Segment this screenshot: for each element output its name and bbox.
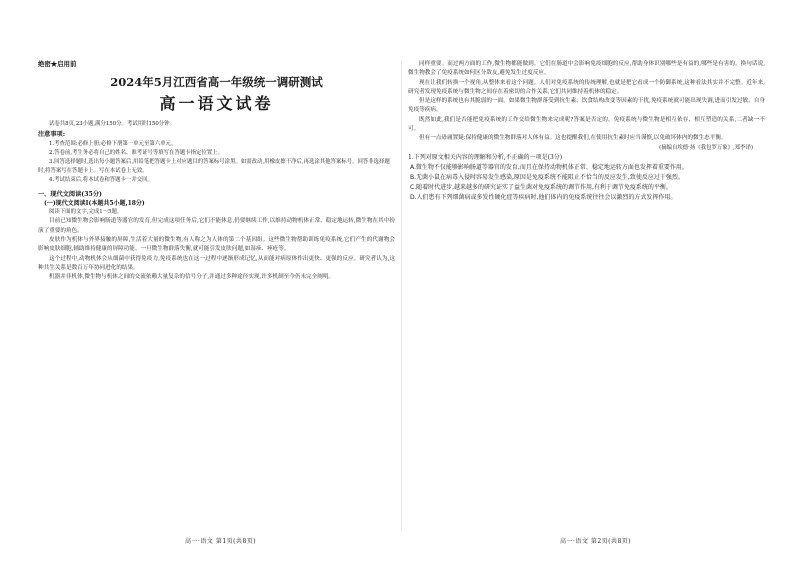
secret-label: 绝密★启用前 <box>38 60 77 68</box>
subject-title: 高一语文试卷 <box>159 94 274 114</box>
note-item: 2.答卷前,考生务必将自己的姓名、准考证号等填写在答题卡指定位置上。 <box>49 149 223 156</box>
passage-paragraph: 目前已知微生物会影响肠道等器官的发育,但完成这项任务后,它们不能休息,仍要继续工作,以维持动物机体正常、稳定地运转,微生物在其中扮演了重要的角色。 <box>38 218 395 234</box>
reading-instruction: 阅读下面的文字,完成1～5题。 <box>49 209 123 216</box>
passage-paragraph: 既然如此,我们是否能把免疫系统的工作交给微生物来完成呢?答案是否定的。免疫系统与微生物是相互依存、相互塑造的关系,二者缺一不可。 <box>408 116 765 133</box>
question-option: C.随着时代进步,越来越多的研究证实了益生菌对免疫系统的调节作用,有利于调节免疫系统的平衡。 <box>410 183 672 191</box>
passage-source: (摘编自埃德·扬《我包罗万象》,郑李译) <box>659 144 753 151</box>
page-footer: 高一·语文 第2页(共8页) <box>560 538 632 545</box>
question-option: D.人们患有下列细菌病或多发性硬化症等疾病时,他们体内的免疫系统往往会以激烈的方式发挥作用。 <box>410 193 677 201</box>
left-page <box>38 60 395 530</box>
page-footer: 高一·语文 第1页(共8页) <box>185 538 257 545</box>
exam-title: 2024年5月江西省高一年级统一调研测试 <box>110 75 323 90</box>
subsection-heading: (一)现代文阅读Ⅰ(本题共5小题,18分) <box>44 199 145 207</box>
passage-paragraph: 皮肤作为机体与外界接触的屏障,生活着大量的微生物,有人称之为人体的第二个基因组。这些微生物帮助训练免疫系统,它们产生的代谢物会影响皮肤细胞,辅助维持健康的屏障功能。一旦微生物群落失衡,就可能引发皮肤问题,如湿疹、痤疮等。 <box>38 237 395 253</box>
question-stem: 1.下列对原文相关内容的理解和分析,不正确的一项是(3分) <box>408 153 563 161</box>
page-divider <box>401 60 402 530</box>
passage-paragraph: 但有一点毋庸置疑:保持健康的微生物群落对人体有益。这也提醒我们,在使用抗生素时应当谨慎,以免破坏体内的微生态平衡。 <box>419 135 727 142</box>
right-page <box>408 60 765 530</box>
notes-heading: 注意事项: <box>38 131 66 139</box>
note-item: 1.考查范围:必修上册;必修下册第一单元至第六单元。 <box>49 140 177 147</box>
passage-paragraph: 这个过程中,动物机体会从细菌中获得免疫力,免疫系统也在这一过程中逐渐形成记忆,从而能对病原体作出更快、更强的反应。研究者认为,这种共生关系是数百万年协同进化的结果。 <box>38 255 395 271</box>
note-item: 3.回答选择题时,选出每小题答案后,用铅笔把答题卡上对应题目的答案标号涂黑。如需改动,用橡皮擦干净后,再选涂其他答案标号。回答非选择题时,将答案写在答题卡上。写在本试卷上无效。 <box>38 158 390 174</box>
note-item: 4.考试结束后,将本试卷和答题卡一并交回。 <box>49 176 153 183</box>
passage-paragraph: 同样重要。而过两方面的工作,微生物都能做到。它们在肠道中会影响免疫细胞的反应,帮助身体识别哪些是有益的,哪些是有害的。换句话说,微生物教会了免疫系统如何区分敌友,避免发生过度反应。 <box>408 61 765 77</box>
question-option: A.微生物不仅能够影响肠道等器官的发育,而且在保持动物机体正常、稳定地运转方面也发挥着重要作用。 <box>410 163 688 171</box>
section-heading: 一、现代文阅读(35分) <box>38 190 102 198</box>
passage-paragraph: 但是这样的系统也有其脆弱的一面。如果微生物群落受到抗生素、饮食结构改变等因素的干扰,免疫系统就可能出现失调,进而引发过敏、自身免疫等疾病。 <box>408 98 765 114</box>
question-option: B.无菌小鼠在病毒入侵时容易发生感染,原因是免疫系统不能阻止不恰当的反应发生,致使反应过于强烈。 <box>410 173 684 181</box>
passage-paragraph: 现在让我们转换一个视角,从整体来看这个问题。人们对免疫系统的传统理解,也就是把它看成一个防御系统,这种看法其实并不完整。近年来,研究者发现免疫系统与微生物之间存在着密切的合作关系,它们共同维持着机体的稳定。 <box>408 79 765 95</box>
passage-paragraph: 机器并非机体,微生物与机体之间的交流依赖大量复杂的信号分子,并通过多种途径实现,许多机制至今仍未完全阐明。 <box>49 274 335 281</box>
exam-info: 试卷共8页,23小题,满分150分。考试用时150分钟。 <box>49 121 175 128</box>
